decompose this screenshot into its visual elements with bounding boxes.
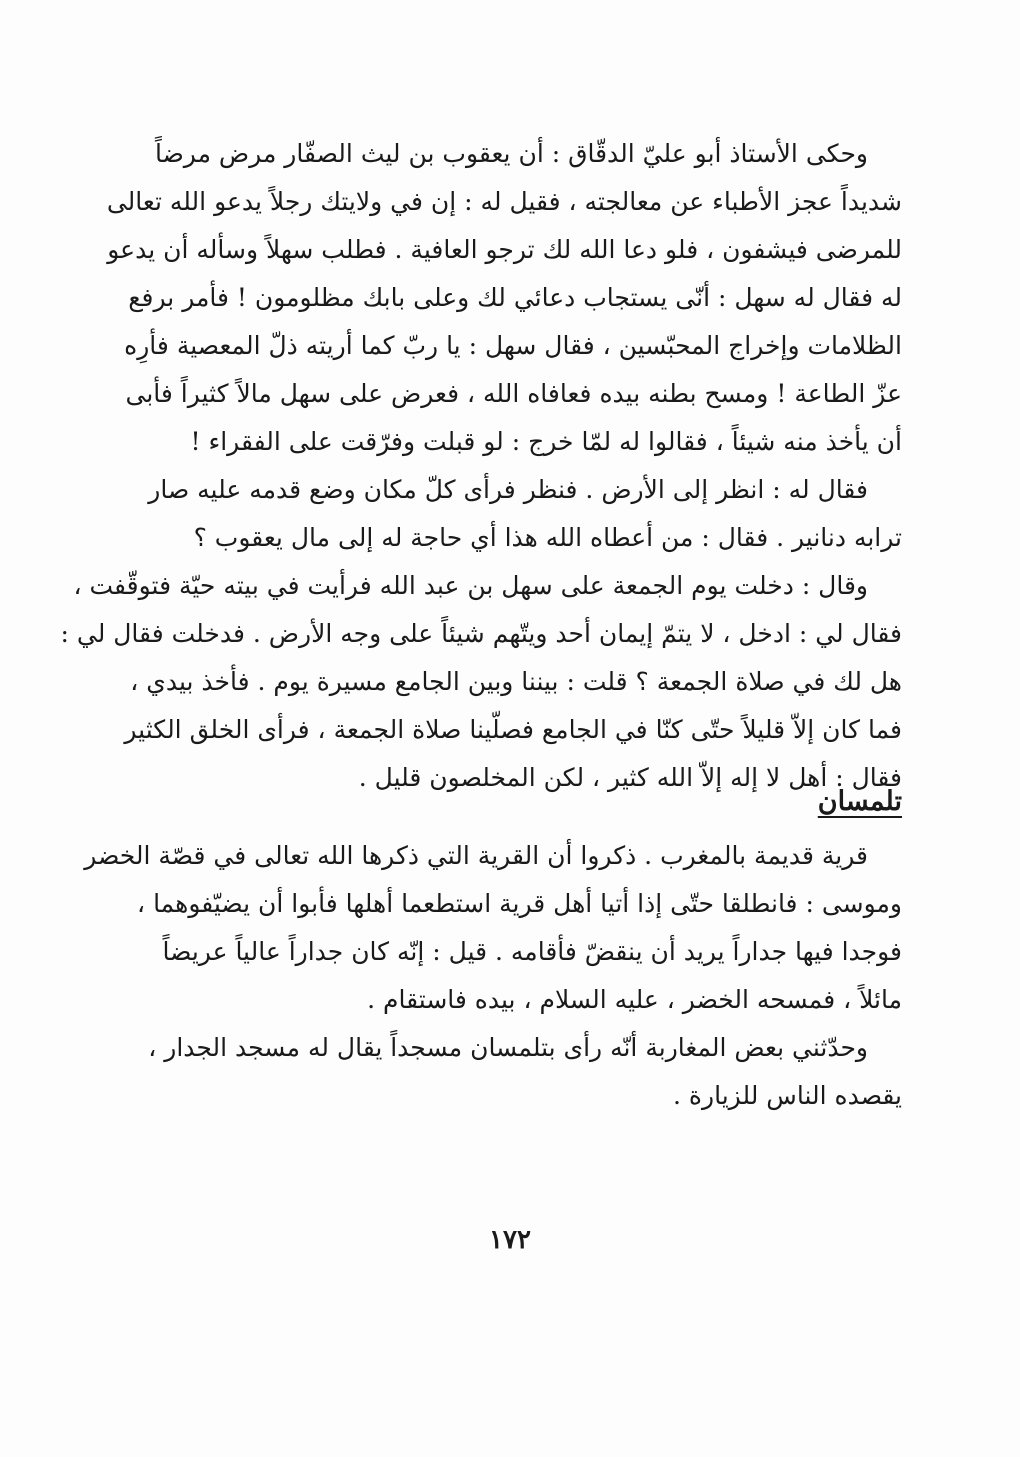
text-line: وقال : دخلت يوم الجمعة على سهل بن عبد الله فرأيت في بيته حيّة فتوقّفت ،: [73, 571, 868, 600]
text-line: يقصده الناس للزيارة .: [673, 1081, 902, 1110]
section-heading: تلمسان: [817, 786, 902, 817]
text-line: فقال لي : ادخل ، لا يتمّ إيمان أحد ويتّهم شيئاً على وجه الأرض . فدخلت فقال لي :: [60, 619, 902, 648]
text-line: شديداً عجز الأطباء عن معالجته ، فقيل له : إن في ولايتك رجلاً يدعو الله تعالى: [106, 187, 902, 216]
text-line: قرية قديمة بالمغرب . ذكروا أن القرية التي ذكرها الله تعالى في قصّة الخضر: [84, 841, 868, 870]
text-line: وموسى : فانطلقا حتّى إذا أتيا أهل قرية استطعما أهلها فأبوا أن يضيّفوهما ،: [137, 889, 902, 918]
text-line: للمرضى فيشفون ، فلو دعا الله لك ترجو العافية . فطلب سهلاً وسأله أن يدعو: [107, 235, 902, 264]
text-line: الظلامات وإخراج المحبّسين ، فقال سهل : يا ربّ كما أريته ذلّ المعصية فأرِه: [124, 331, 902, 360]
paragraph-block-tlemcen: [84, 832, 902, 1120]
page-number: ١٧٢: [489, 1225, 531, 1255]
text-line: فوجدا فيها جداراً يريد أن ينقضّ فأقامه . قيل : إنّه كان جداراً عالياً عريضاً: [162, 937, 902, 966]
paragraph-block-story: [60, 130, 902, 802]
text-line: أن يأخذ منه شيئاً ، فقالوا له لمّا خرج : لو قبلت وفرّقت على الفقراء !: [190, 427, 902, 456]
text-line: وحكى الأستاذ أبو عليّ الدقّاق : أن يعقوب بن ليث الصفّار مرض مرضاً: [154, 139, 868, 168]
text-line: مائلاً ، فمسحه الخضر ، عليه السلام ، بيده فاستقام .: [367, 985, 902, 1014]
text-line: فقال : أهل لا إله إلاّ الله كثير ، لكن المخلصون قليل .: [358, 763, 902, 792]
text-line: وحدّثني بعض المغاربة أنّه رأى بتلمسان مسجداً يقال له مسجد الجدار ،: [148, 1033, 868, 1062]
text-line: فقال له : انظر إلى الأرض . فنظر فرأى كلّ مكان وضع قدمه عليه صار: [148, 475, 868, 504]
text-line: ترابه دنانير . فقال : من أعطاه الله هذا أي حاجة له إلى مال يعقوب ؟: [193, 523, 902, 552]
text-line: فما كان إلاّ قليلاً حتّى كنّا في الجامع فصلّينا صلاة الجمعة ، فرأى الخلق الكثير: [124, 715, 902, 744]
text-line: هل لك في صلاة الجمعة ؟ قلت : بيننا وبين الجامع مسيرة يوم . فأخذ بيدي ،: [130, 667, 902, 696]
text-line: له فقال له سهل : أنّى يستجاب دعائي لك وعلى بابك مظلومون ! فأمر برفع: [128, 283, 902, 312]
text-line: عزّ الطاعة ! ومسح بطنه بيده فعافاه الله ، فعرض على سهل مالاً كثيراً فأبى: [125, 379, 902, 408]
